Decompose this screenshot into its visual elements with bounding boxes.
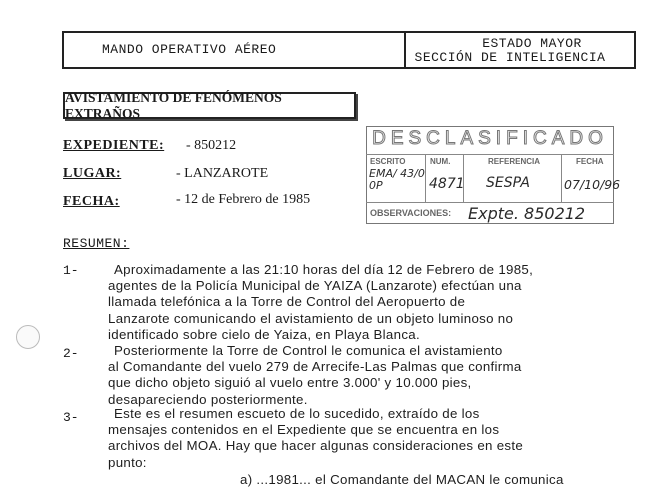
lugar-value: - LANZAROTE	[176, 166, 269, 181]
stamp-observaciones-value: Expte. 850212	[468, 204, 586, 223]
item-line: archivos del MOA. Hay que hacer algunas consideraciones en este	[108, 438, 524, 454]
list-item	[108, 343, 624, 408]
stamp-rule-top	[366, 154, 614, 155]
header-left-title: MANDO OPERATIVO AÉREO	[102, 42, 277, 57]
item-line: Este es el resumen escueto de lo sucedido, extraído de los	[114, 406, 480, 421]
item-number: 2-	[63, 346, 79, 361]
item-line: Posteriormente la Torre de Control le comunica el avistamiento	[114, 343, 503, 358]
header-right-line1: ESTADO MAYOR	[482, 36, 582, 51]
stamp-num-head: NUM.	[430, 157, 451, 166]
stamp-fecha-value: 07/10/96	[564, 177, 621, 192]
resumen-heading: RESUMEN:	[63, 236, 130, 251]
item-line: que dicho objeto siguió al vuelo entre 3.000' y 10.000 pies,	[108, 375, 472, 391]
stamp-escrito-head: ESCRITO	[370, 157, 406, 166]
stamp-fecha-head: FECHA	[576, 157, 604, 166]
stamp-col-divider-3	[561, 154, 562, 202]
lugar-label: LUGAR:	[63, 166, 122, 181]
stamp-observaciones-label: OBSERVACIONES:	[370, 208, 452, 218]
stamp-referencia-head: REFERENCIA	[488, 157, 541, 166]
item-line: Lanzarote comunicando el avistamiento de un objeto luminoso no	[108, 310, 514, 326]
item-line: identificado sobre cielo de Yaiza, en Playa Blanca.	[108, 326, 420, 342]
punch-hole	[16, 325, 40, 349]
item-number: 3-	[63, 410, 79, 425]
stamp-col-divider-1	[425, 154, 426, 202]
document-title: AVISTAMIENTO DE FENÓMENOS EXTRAÑOS	[63, 92, 356, 119]
declassified-stamp	[366, 126, 621, 224]
fecha-label: FECHA:	[63, 194, 120, 209]
item-line: mensajes contenidos en el Expediente que se encuentra en los	[108, 422, 500, 438]
expediente-value: - 850212	[186, 138, 237, 153]
item-number: 1-	[63, 263, 79, 278]
header-right-line2: SECCIÓN DE INTELIGENCIA	[414, 50, 606, 65]
item-line: llamada telefónica a la Torre de Control del Aeropuerto de	[108, 294, 466, 310]
stamp-referencia-value: SESPA	[486, 175, 530, 191]
stamp-num-value: 4871	[429, 176, 465, 192]
stamp-escrito-value: EMA/ 43/00P	[369, 167, 425, 192]
fecha-value: - 12 de Febrero de 1985	[176, 192, 311, 207]
stamp-title: DESCLASIFICADO	[372, 128, 608, 149]
item-line: punto:	[108, 454, 147, 470]
expediente-label: EXPEDIENTE:	[63, 138, 165, 153]
list-item	[108, 262, 624, 343]
item-line: Aproximadamente a las 21:10 horas del día 12 de Febrero de 1985,	[114, 262, 534, 277]
cutoff-line: a) ...1981... el Comandante del MACAN le comunica	[240, 472, 564, 487]
stamp-rule-bottom	[366, 202, 614, 203]
header-box	[62, 31, 636, 69]
item-line: al Comandante del vuelo 279 de Arrecife-Las Palmas que confirma	[108, 359, 522, 375]
list-item	[108, 406, 624, 471]
item-line: agentes de la Policía Municipal de YAIZA (Lanzarote) efectúan una	[108, 278, 522, 294]
item-line: desapareciendo posteriormente.	[108, 391, 308, 407]
